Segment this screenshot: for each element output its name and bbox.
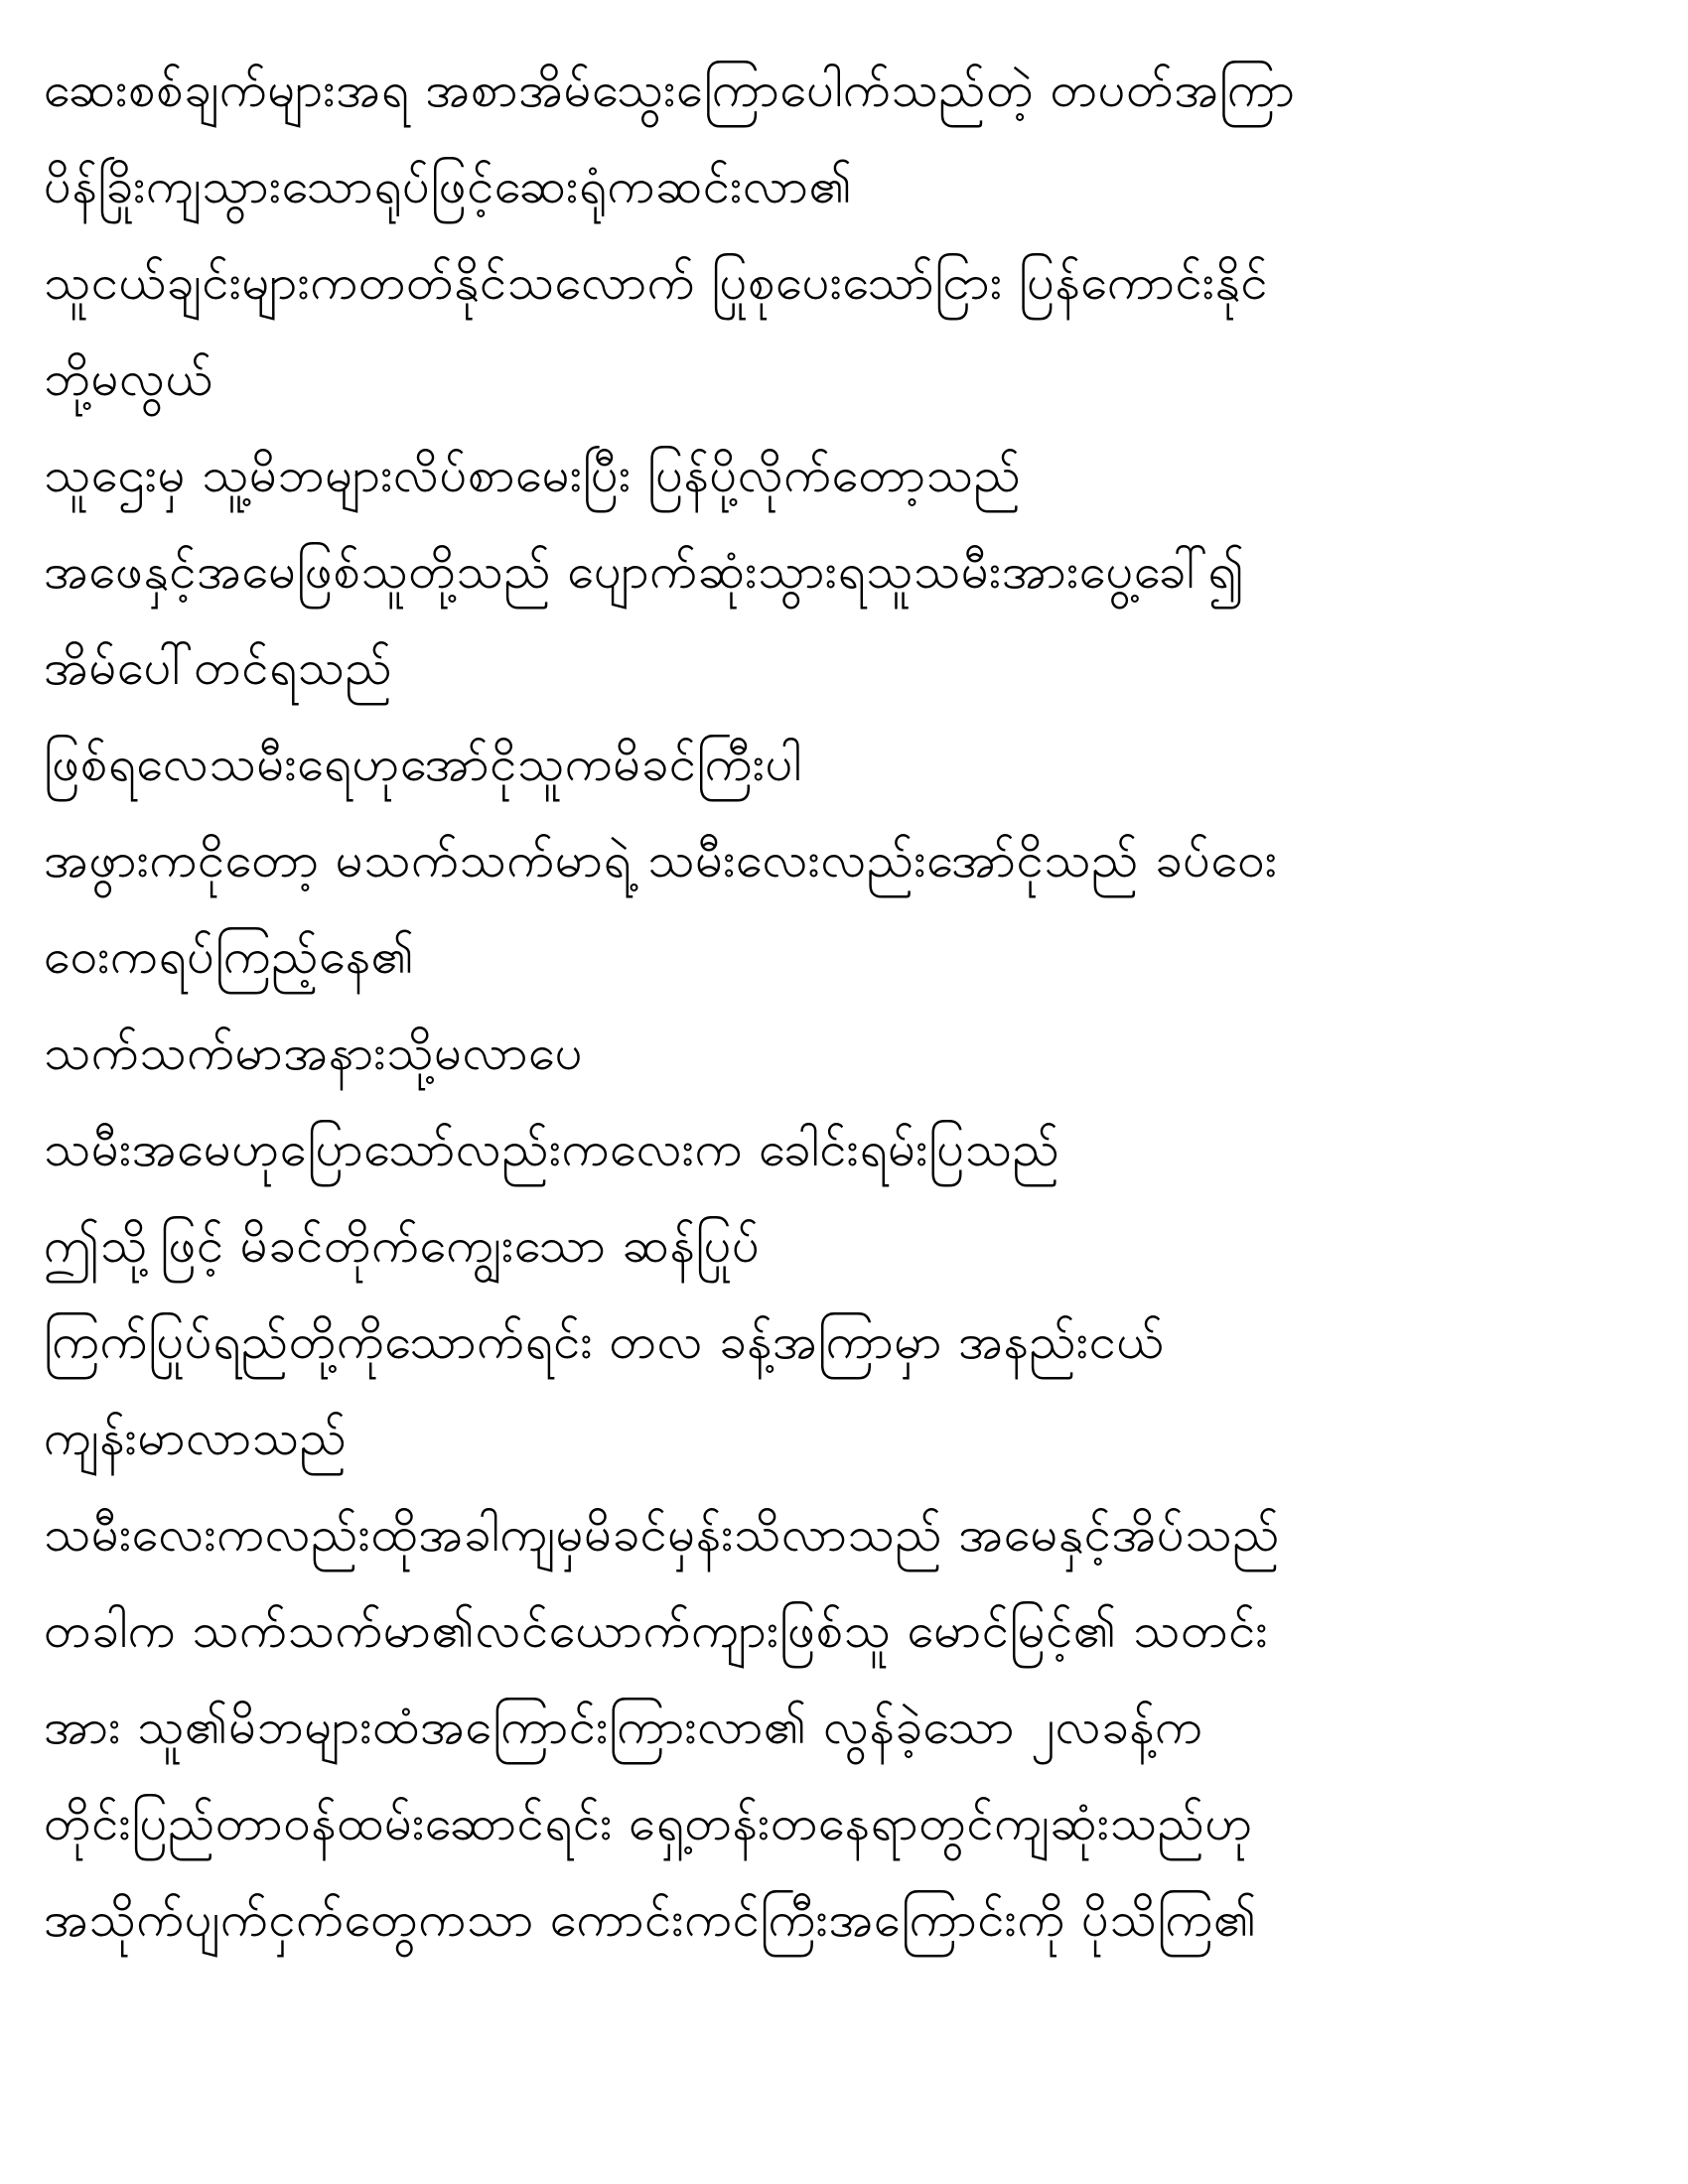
- text-line: ဤသို့ဖြင့် မိခင်တိုက်ကျွေးသော ဆန်ပြုပ်: [44, 1217, 761, 1274]
- text-line: သမီးလေးကလည်းထိုအခါကျမှမိခင်မှန်းသိလာသည် အမေနှင့်အိပ်သည်: [44, 1506, 1281, 1563]
- text-line: ကြက်ပြုပ်ရည်တို့ကိုသောက်ရင်း တလ ခန့်အကြာမှာ အနည်းငယ်: [44, 1313, 1165, 1370]
- text-line: ပိန်ခြိုးကျသွားသောရုပ်ဖြင့်ဆေးရုံကဆင်းလာ၏: [44, 158, 853, 214]
- text-line: အဖွားကငိုတော့ မသက်သက်မာရဲ့ သမီးလေးလည်းအော်ငိုသည် ခပ်ဝေး: [44, 832, 1278, 888]
- text-line: တခါက သက်သက်မာ၏လင်ယောက်ကျားဖြစ်သူ မောင်မြင့်၏ သတင်း: [44, 1602, 1269, 1659]
- text-line: အသိုက်ပျက်ငှက်တွေကသာ ကောင်းကင်ကြီးအကြောင်းကို ပိုသိကြ၏: [44, 1891, 1258, 1948]
- text-line: သမီးအမေဟုပြောသော်လည်းကလေးက ခေါင်းရမ်းပြသည်: [44, 1121, 1060, 1177]
- text-line: တိုင်းပြည်တာဝန်ထမ်းဆောင်ရင်း ရှေ့တန်းတနေရာတွင်ကျဆုံးသည်ဟု: [44, 1795, 1253, 1851]
- text-line: သူငယ်ချင်းများကတတ်နိုင်သလောက် ပြုစုပေးသော်ငြား ပြန်ကောင်းနိုင်: [44, 254, 1269, 311]
- text-line: သူဌေးမှ သူ့မိဘများလိပ်စာမေးပြီး ပြန်ပို့လိုက်တော့သည်: [44, 447, 1022, 503]
- text-line: အား သူ၏မိဘများထံအကြောင်းကြားလာ၏ လွန်ခဲ့သော ၂လခန့်က: [44, 1699, 1203, 1755]
- text-line: အဖေနှင့်အမေဖြစ်သူတို့သည် ပျောက်ဆုံးသွားရသူသမီးအားပွေ့ခေါ်၍: [44, 543, 1245, 600]
- text-line: ဖြစ်ရလေသမီးရေဟုအော်ငိုသူကမိခင်ကြီးပါ: [44, 736, 802, 792]
- text-line: အိမ်ပေါ်တင်ရသည်: [44, 639, 393, 696]
- text-line: ဝေးကရပ်ကြည့်နေ၏: [44, 928, 415, 985]
- text-line: ကျန်းမာလာသည်: [44, 1410, 348, 1466]
- text-line: ဆေးစစ်ချက်များအရ အစာအိမ်သွေးကြောပေါက်သည်တဲ့ တပတ်အကြာ: [44, 62, 1296, 118]
- text-line: သက်သက်မာအနားသို့မလာပေ: [44, 1024, 584, 1081]
- text-line: ဘို့မလွယ်: [44, 350, 213, 407]
